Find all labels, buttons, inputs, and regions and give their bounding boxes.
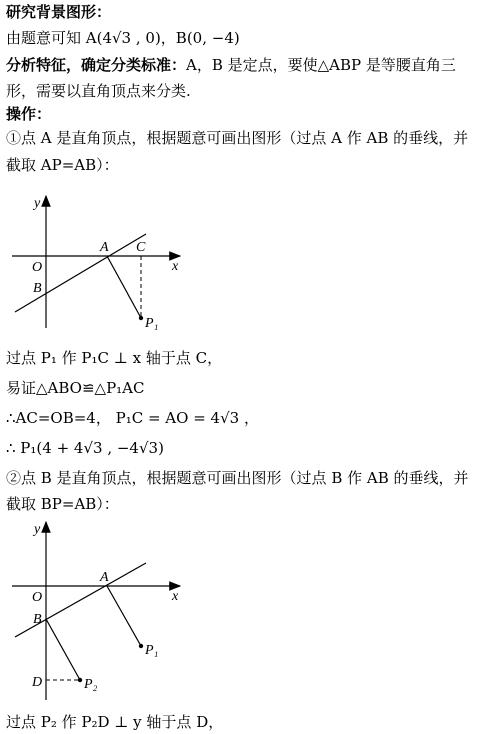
fig2-point-p2 [78,678,82,682]
case-b-text-cont: 截取 BP=AB）： [6,495,119,513]
analysis-continued: 形，需要以直角顶点来分类. [6,82,191,100]
fig1-label-o: O [32,260,43,275]
fig2-label-a: A [100,570,109,585]
fig2-label-x: x [172,589,179,604]
fig2-label-p2: P₂ [84,677,98,692]
case-a-text-cont: 截取 AP=AB）： [6,156,119,174]
case-b-text: ②点 B 是直角顶点，根据题意可画出图形（过点 B 作 AB 的垂线，并 [6,469,469,487]
lengths: ∴AC=OB=4， P₁C = AO = 4√3 ， [6,409,259,427]
fig2-point-p1 [139,644,143,648]
congruence: 易证△ABO≌△P₁AC [6,379,145,397]
heading-analysis: 分析特征，确定分类标准： [6,56,187,74]
fig1-label-p1: P₁ [145,316,159,331]
fig1-label-b: B [33,281,42,296]
heading-operation: 操作： [6,105,52,123]
fig2-label-d: D [32,675,43,690]
case-a-text: ①点 A 是直角顶点，根据题意可画出图形（过点 A 作 AB 的垂线，并 [6,129,469,147]
analysis-text: A，B 是定点，要使△ABP 是等腰直角三 [186,56,456,74]
fig2-label-b: B [33,612,42,627]
fig1-label-x: x [172,259,179,274]
fig2-label-o: O [32,590,43,605]
fig2-segment-ap1 [107,586,141,646]
heading-research: 研究背景图形： [6,3,112,21]
construct-p1c: 过点 P₁ 作 P₁C ⊥ x 轴于点 C， [6,349,223,367]
fig1-label-y: y [34,196,41,211]
fig1-label-a: A [100,240,109,255]
fig2-label-p1: P₁ [145,643,159,658]
p1-coordinates: ∴ P₁(4 + 4√3 , −4√3) [6,439,164,457]
fig2-label-y: y [34,522,41,537]
given-coordinates: 由题意可知 A(4√3 , 0)，B(0, −4) [6,29,240,47]
fig1-label-c: C [136,240,146,255]
fig2-segment-bp2 [46,619,80,680]
construct-p2d: 过点 P₂ 作 P₂D ⊥ y 轴于点 D， [6,713,224,731]
